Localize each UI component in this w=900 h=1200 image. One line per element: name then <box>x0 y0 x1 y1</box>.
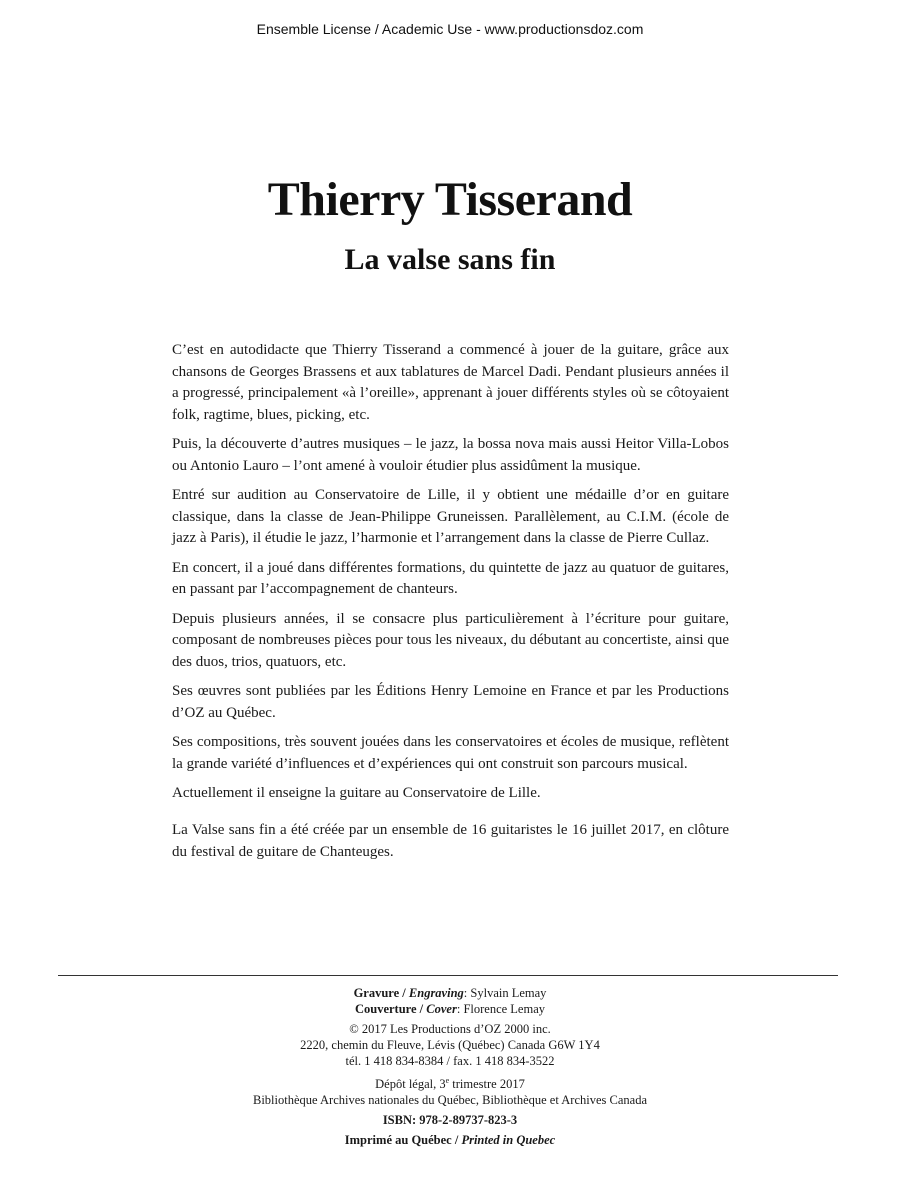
bio-paragraph: Actuellement il enseigne la guitare au Conservatoire de Lille. <box>172 785 541 801</box>
cover-name: : Florence Lemay <box>456 1002 546 1016</box>
cover-credit <box>0 1001 900 1017</box>
engraving-label: Gravure / <box>353 986 409 1000</box>
publisher-phone: tél. 1 418 834-8384 / fax. 1 418 834-3522 <box>345 1054 555 1068</box>
library-line: Bibliothèque Archives nationales du Québec, Bibliothèque et Archives Canada <box>253 1093 647 1108</box>
credits-block <box>0 985 900 1148</box>
bio-paragraph: Depuis plusieurs années, il se consacre plus particulièrement à l’écriture pour guitare, composant de nombreuses pièces pour tous les niveaux, du débutant au concertiste, ainsi que des duos, trios, quatuors, etc. <box>172 610 729 670</box>
bio-paragraph: Ses œuvres sont publiées par les Éditions Henry Lemoine en France et par les Productions d’OZ au Québec. <box>172 683 729 721</box>
engraving-label-en: Engraving <box>408 986 464 1000</box>
premiere-note: La Valse sans fin a été créée par un ensemble de 16 guitaristes le 16 juillet 2017, en clôture du festival de guitare de Chanteuges. <box>172 822 729 860</box>
piece-title: La valse sans fin <box>344 243 556 276</box>
copyright: © 2017 Les Productions d’OZ 2000 inc. <box>349 1022 551 1036</box>
bio-paragraph: Entré sur audition au Conservatoire de Lille, il y obtient une médaille d’or en guitare classique, dans la classe de Jean-Philippe Gruneissen. Parallèlement, au C.I.M. (école de jazz à Paris), il étudie le jazz, l’harmonie et l’arrangement dans la classe de Pierre Cullaz. <box>172 487 729 546</box>
bio-paragraph: Puis, la découverte d’autres musiques – le jazz, la bossa nova mais aussi Heitor Villa-Lobos ou Antonio Lauro – l’ont amené à vouloir étudier plus assidûment la musique. <box>172 436 729 474</box>
publisher-address: 2220, chemin du Fleuve, Lévis (Québec) Canada G6W 1Y4 <box>300 1038 600 1052</box>
legal-deposit <box>0 1073 900 1092</box>
bio-paragraph: Ses compositions, très souvent jouées dans les conservatoires et écoles de musique, reflètent la grande variété d’influences et d’expériences qui ont construit son parcours musical. <box>172 734 729 772</box>
isbn: ISBN: 978-2-89737-823-3 <box>382 1113 518 1128</box>
depot-suffix: trimestre 2017 <box>449 1077 525 1092</box>
license-header: Ensemble License / Academic Use - www.productionsdoz.com <box>256 21 644 37</box>
cover-label: Couverture / <box>354 1002 427 1016</box>
depot-sup: e <box>445 1076 450 1085</box>
engraving-name: : Sylvain Lemay <box>463 986 547 1000</box>
cover-label-en: Cover <box>426 1002 457 1016</box>
bio-paragraph: En concert, il a joué dans différentes formations, du quintette de jazz au quatuor de guitares, en passant par l’accompagnement de chanteurs. <box>172 559 729 597</box>
biography <box>172 340 729 813</box>
depot-prefix: Dépôt légal, 3 <box>375 1077 446 1092</box>
divider <box>58 975 838 976</box>
bio-paragraph: C’est en autodidacte que Thierry Tisserand a commencé à jouer de la guitare, grâce aux chansons de Georges Brassens et aux tablatures de Marcel Dadi. Pendant plusieurs années il a progressé, principalement «à l’oreille», apprenant à jouer différents styles où se côtoyaient folk, ragtime, blues, picking, etc. <box>172 342 729 423</box>
printed-in <box>0 1132 900 1148</box>
composer-name: Thierry Tisserand <box>267 173 633 226</box>
engraving-credit <box>0 985 900 1001</box>
printed-en: Printed in Quebec <box>461 1133 556 1148</box>
printed-fr: Imprimé au Québec / <box>344 1133 462 1148</box>
